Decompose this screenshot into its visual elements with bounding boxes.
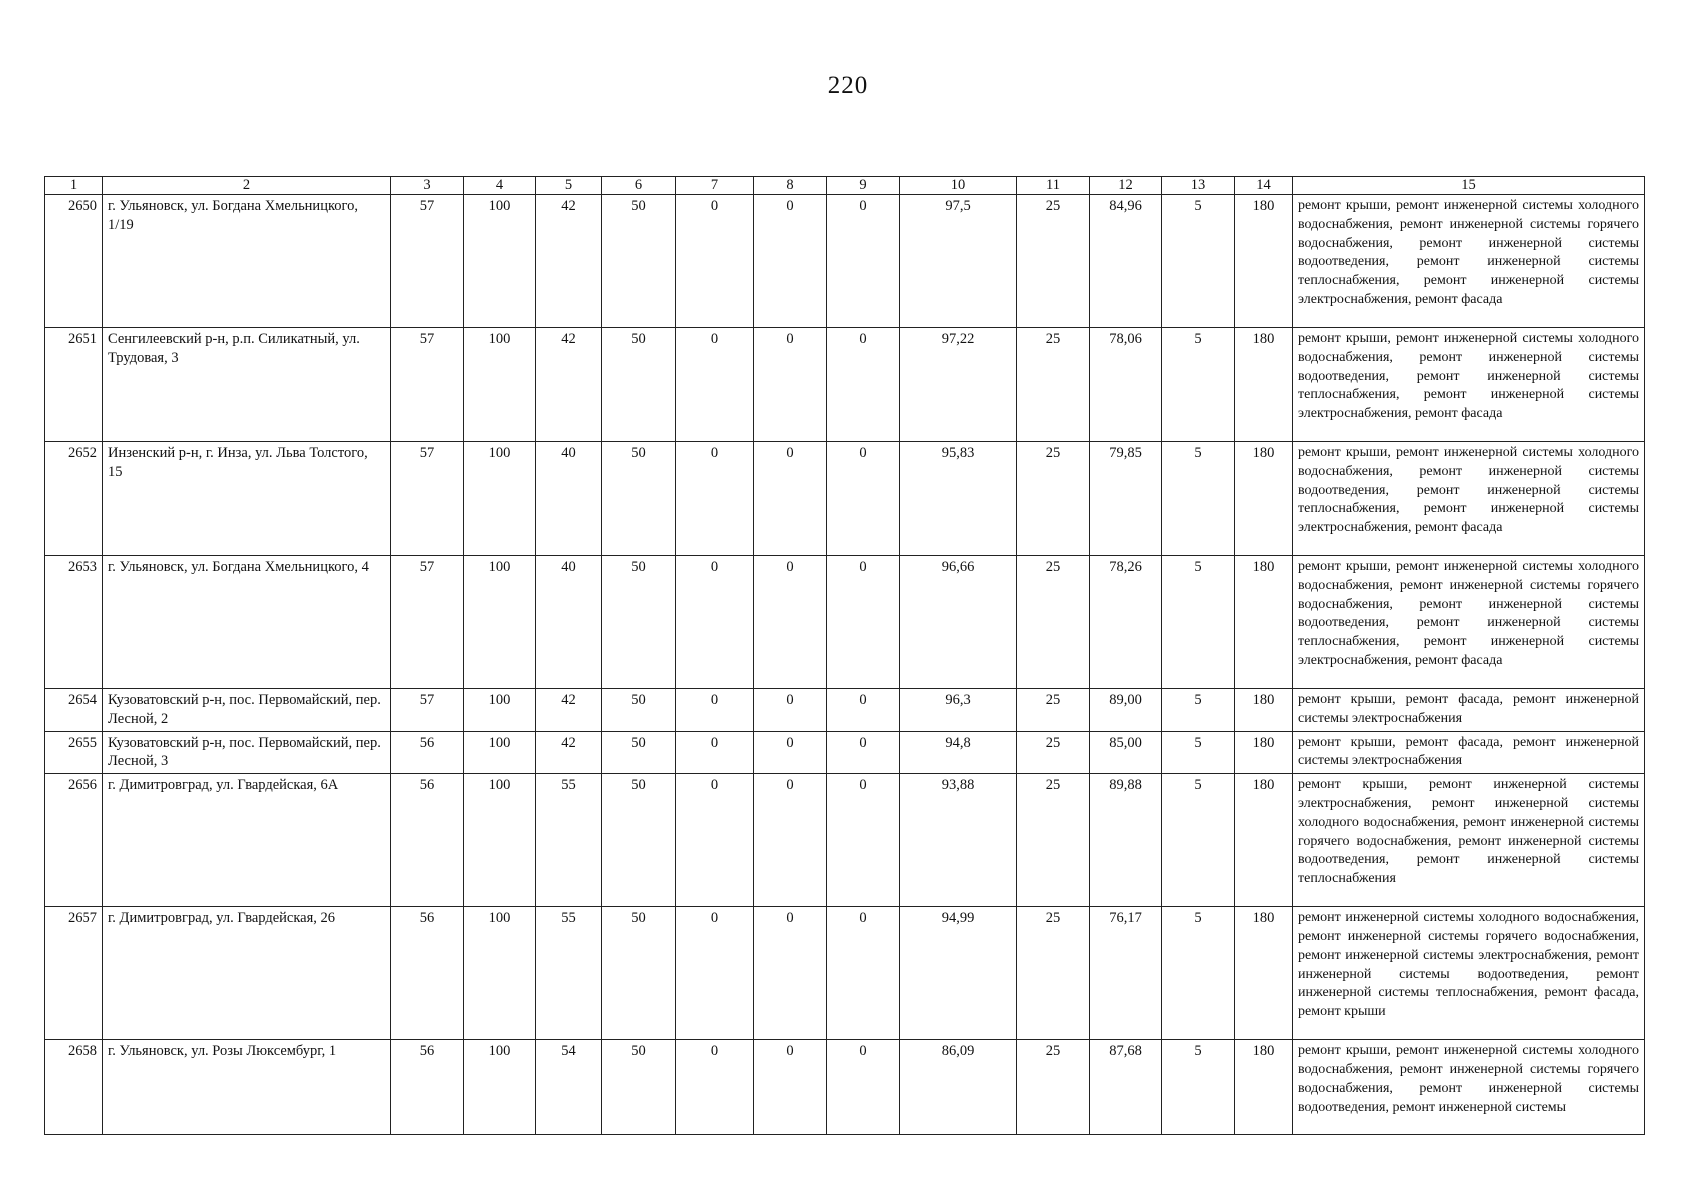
table-cell: 0 [754,442,827,556]
table-cell: 55 [536,774,602,907]
works-cell: ремонт крыши, ремонт фасада, ремонт инженерной системы электроснабжения [1293,731,1645,774]
column-header: 6 [602,177,676,195]
table-cell: 93,88 [900,774,1017,907]
table-cell: 50 [602,774,676,907]
table-cell: 180 [1235,328,1293,442]
row-number: 2652 [45,442,103,556]
table-row [45,689,1645,732]
table-cell: 25 [1017,328,1090,442]
table-row [45,1040,1645,1135]
table-cell: 180 [1235,195,1293,328]
table-cell: 100 [464,907,536,1040]
table-cell: 50 [602,1040,676,1135]
table-cell: 97,22 [900,328,1017,442]
table-cell: 55 [536,907,602,1040]
table-cell: 85,00 [1090,731,1162,774]
table-cell: 57 [391,195,464,328]
table-cell: 50 [602,907,676,1040]
table-cell: 0 [827,195,900,328]
row-number: 2650 [45,195,103,328]
table-cell: 42 [536,689,602,732]
table-cell: 57 [391,689,464,732]
column-header: 8 [754,177,827,195]
table-cell: 100 [464,689,536,732]
table-cell: 57 [391,556,464,689]
column-header: 1 [45,177,103,195]
table-cell: 5 [1162,195,1235,328]
address-cell: Инзенский р-н, г. Инза, ул. Льва Толстого, 15 [103,442,391,556]
table-cell: 0 [827,689,900,732]
table-cell: 100 [464,195,536,328]
table-cell: 57 [391,328,464,442]
table-cell: 0 [676,907,754,1040]
table-cell: 0 [754,328,827,442]
column-header: 12 [1090,177,1162,195]
table-cell: 0 [754,907,827,1040]
column-header: 7 [676,177,754,195]
table-cell: 100 [464,442,536,556]
table-cell: 5 [1162,689,1235,732]
address-cell: Кузоватовский р-н, пос. Первомайский, пер. Лесной, 2 [103,689,391,732]
table-cell: 89,00 [1090,689,1162,732]
table-cell: 96,3 [900,689,1017,732]
table-cell: 100 [464,556,536,689]
table-cell: 0 [676,1040,754,1135]
table-cell: 0 [827,328,900,442]
table-cell: 180 [1235,442,1293,556]
table-cell: 0 [676,328,754,442]
table-cell: 25 [1017,556,1090,689]
table-cell: 0 [754,774,827,907]
table-cell: 56 [391,774,464,907]
works-cell: ремонт крыши, ремонт инженерной системы электроснабжения, ремонт инженерной системы холодного водоснабжения, ремонт инженерной системы горячего водоснабжения, ремонт инженерной системы водоотведения, ремонт инженерной системы теплоснабжения [1293,774,1645,907]
column-header: 10 [900,177,1017,195]
table-cell: 56 [391,907,464,1040]
table-cell: 95,83 [900,442,1017,556]
table-cell: 94,8 [900,731,1017,774]
row-number: 2651 [45,328,103,442]
table-cell: 0 [827,731,900,774]
table-cell: 87,68 [1090,1040,1162,1135]
table-cell: 5 [1162,907,1235,1040]
row-number: 2658 [45,1040,103,1135]
data-table [44,176,1645,1135]
column-header: 9 [827,177,900,195]
table-cell: 78,26 [1090,556,1162,689]
table-cell: 0 [676,689,754,732]
table-cell: 0 [676,556,754,689]
table-cell: 5 [1162,731,1235,774]
table-cell: 89,88 [1090,774,1162,907]
works-cell: ремонт крыши, ремонт инженерной системы холодного водоснабжения, ремонт инженерной системы горячего водоснабжения, ремонт инженерной системы водоотведения, ремонт инженерной системы теплоснабжения, ремонт инженерной системы электроснабжения, ремонт фасада [1293,195,1645,328]
table-cell: 0 [827,774,900,907]
table-cell: 42 [536,195,602,328]
table-cell: 100 [464,774,536,907]
table-cell: 180 [1235,1040,1293,1135]
table-cell: 5 [1162,556,1235,689]
column-header: 3 [391,177,464,195]
table-cell: 50 [602,442,676,556]
column-header: 15 [1293,177,1645,195]
column-header: 13 [1162,177,1235,195]
table-cell: 0 [676,774,754,907]
table-cell: 0 [676,442,754,556]
table-cell: 5 [1162,1040,1235,1135]
table-cell: 0 [827,556,900,689]
address-cell: Кузоватовский р-н, пос. Первомайский, пер. Лесной, 3 [103,731,391,774]
table-row [45,442,1645,556]
table-row [45,195,1645,328]
table-cell: 100 [464,1040,536,1135]
table-cell: 42 [536,328,602,442]
table-cell: 25 [1017,907,1090,1040]
column-header: 14 [1235,177,1293,195]
table-cell: 0 [827,907,900,1040]
table-cell: 50 [602,195,676,328]
table-row [45,774,1645,907]
table-cell: 97,5 [900,195,1017,328]
page-number: 220 [827,72,869,99]
row-number: 2656 [45,774,103,907]
table-cell: 0 [827,442,900,556]
table-cell: 42 [536,731,602,774]
table-cell: 57 [391,442,464,556]
table-row [45,731,1645,774]
address-cell: г. Ульяновск, ул. Богдана Хмельницкого, 4 [103,556,391,689]
address-cell: г. Ульяновск, ул. Богдана Хмельницкого, 1/19 [103,195,391,328]
table-cell: 0 [754,689,827,732]
works-cell: ремонт крыши, ремонт инженерной системы холодного водоснабжения, ремонт инженерной системы горячего водоснабжения, ремонт инженерной системы водоотведения, ремонт инженерной системы теплоснабжения, ремонт инженерной системы электроснабжения, ремонт фасада [1293,556,1645,689]
address-cell: г. Ульяновск, ул. Розы Люксембург, 1 [103,1040,391,1135]
table-cell: 86,09 [900,1040,1017,1135]
table-cell: 50 [602,689,676,732]
works-cell: ремонт крыши, ремонт инженерной системы холодного водоснабжения, ремонт инженерной системы водоотведения, ремонт инженерной системы теплоснабжения, ремонт инженерной системы электроснабжения, ремонт фасада [1293,328,1645,442]
works-cell: ремонт крыши, ремонт инженерной системы холодного водоснабжения, ремонт инженерной системы горячего водоснабжения, ремонт инженерной системы водоотведения, ремонт инженерной системы [1293,1040,1645,1135]
table-cell: 79,85 [1090,442,1162,556]
table-cell: 0 [676,195,754,328]
row-number: 2654 [45,689,103,732]
table-cell: 100 [464,328,536,442]
table-cell: 0 [676,731,754,774]
address-cell: Сенгилеевский р-н, р.п. Силикатный, ул. Трудовая, 3 [103,328,391,442]
table-cell: 50 [602,328,676,442]
table-row [45,907,1645,1040]
table-cell: 0 [827,1040,900,1135]
works-cell: ремонт инженерной системы холодного водоснабжения, ремонт инженерной системы горячего водоснабжения, ремонт инженерной системы электроснабжения, ремонт инженерной системы водоотведения, ремонт инженерной системы теплоснабжения, ремонт фасада, ремонт крыши [1293,907,1645,1040]
table-cell: 84,96 [1090,195,1162,328]
table-cell: 76,17 [1090,907,1162,1040]
table-cell: 0 [754,731,827,774]
table-cell: 5 [1162,774,1235,907]
table-cell: 50 [602,556,676,689]
table-cell: 0 [754,1040,827,1135]
column-header-row [45,177,1645,195]
table-cell: 56 [391,731,464,774]
table-cell: 56 [391,1040,464,1135]
table-cell: 50 [602,731,676,774]
table-cell: 25 [1017,731,1090,774]
column-header: 2 [103,177,391,195]
table-cell: 0 [754,195,827,328]
table-cell: 40 [536,442,602,556]
column-header: 11 [1017,177,1090,195]
table-cell: 54 [536,1040,602,1135]
table-cell: 180 [1235,731,1293,774]
table-cell: 180 [1235,907,1293,1040]
works-cell: ремонт крыши, ремонт инженерной системы холодного водоснабжения, ремонт инженерной системы водоотведения, ремонт инженерной системы теплоснабжения, ремонт инженерной системы электроснабжения, ремонт фасада [1293,442,1645,556]
table-cell: 180 [1235,556,1293,689]
address-cell: г. Димитровград, ул. Гвардейская, 26 [103,907,391,1040]
table-cell: 25 [1017,774,1090,907]
table-cell: 180 [1235,774,1293,907]
table-cell: 5 [1162,442,1235,556]
table-cell: 96,66 [900,556,1017,689]
table-cell: 5 [1162,328,1235,442]
table-cell: 100 [464,731,536,774]
table-cell: 0 [754,556,827,689]
table-cell: 40 [536,556,602,689]
table-row [45,328,1645,442]
table-cell: 78,06 [1090,328,1162,442]
row-number: 2657 [45,907,103,1040]
table-cell: 25 [1017,195,1090,328]
row-number: 2655 [45,731,103,774]
table-cell: 25 [1017,689,1090,732]
table-cell: 25 [1017,442,1090,556]
table-row [45,556,1645,689]
table-cell: 180 [1235,689,1293,732]
works-cell: ремонт крыши, ремонт фасада, ремонт инженерной системы электроснабжения [1293,689,1645,732]
column-header: 5 [536,177,602,195]
row-number: 2653 [45,556,103,689]
column-header: 4 [464,177,536,195]
table-cell: 25 [1017,1040,1090,1135]
address-cell: г. Димитровград, ул. Гвардейская, 6А [103,774,391,907]
table-cell: 94,99 [900,907,1017,1040]
